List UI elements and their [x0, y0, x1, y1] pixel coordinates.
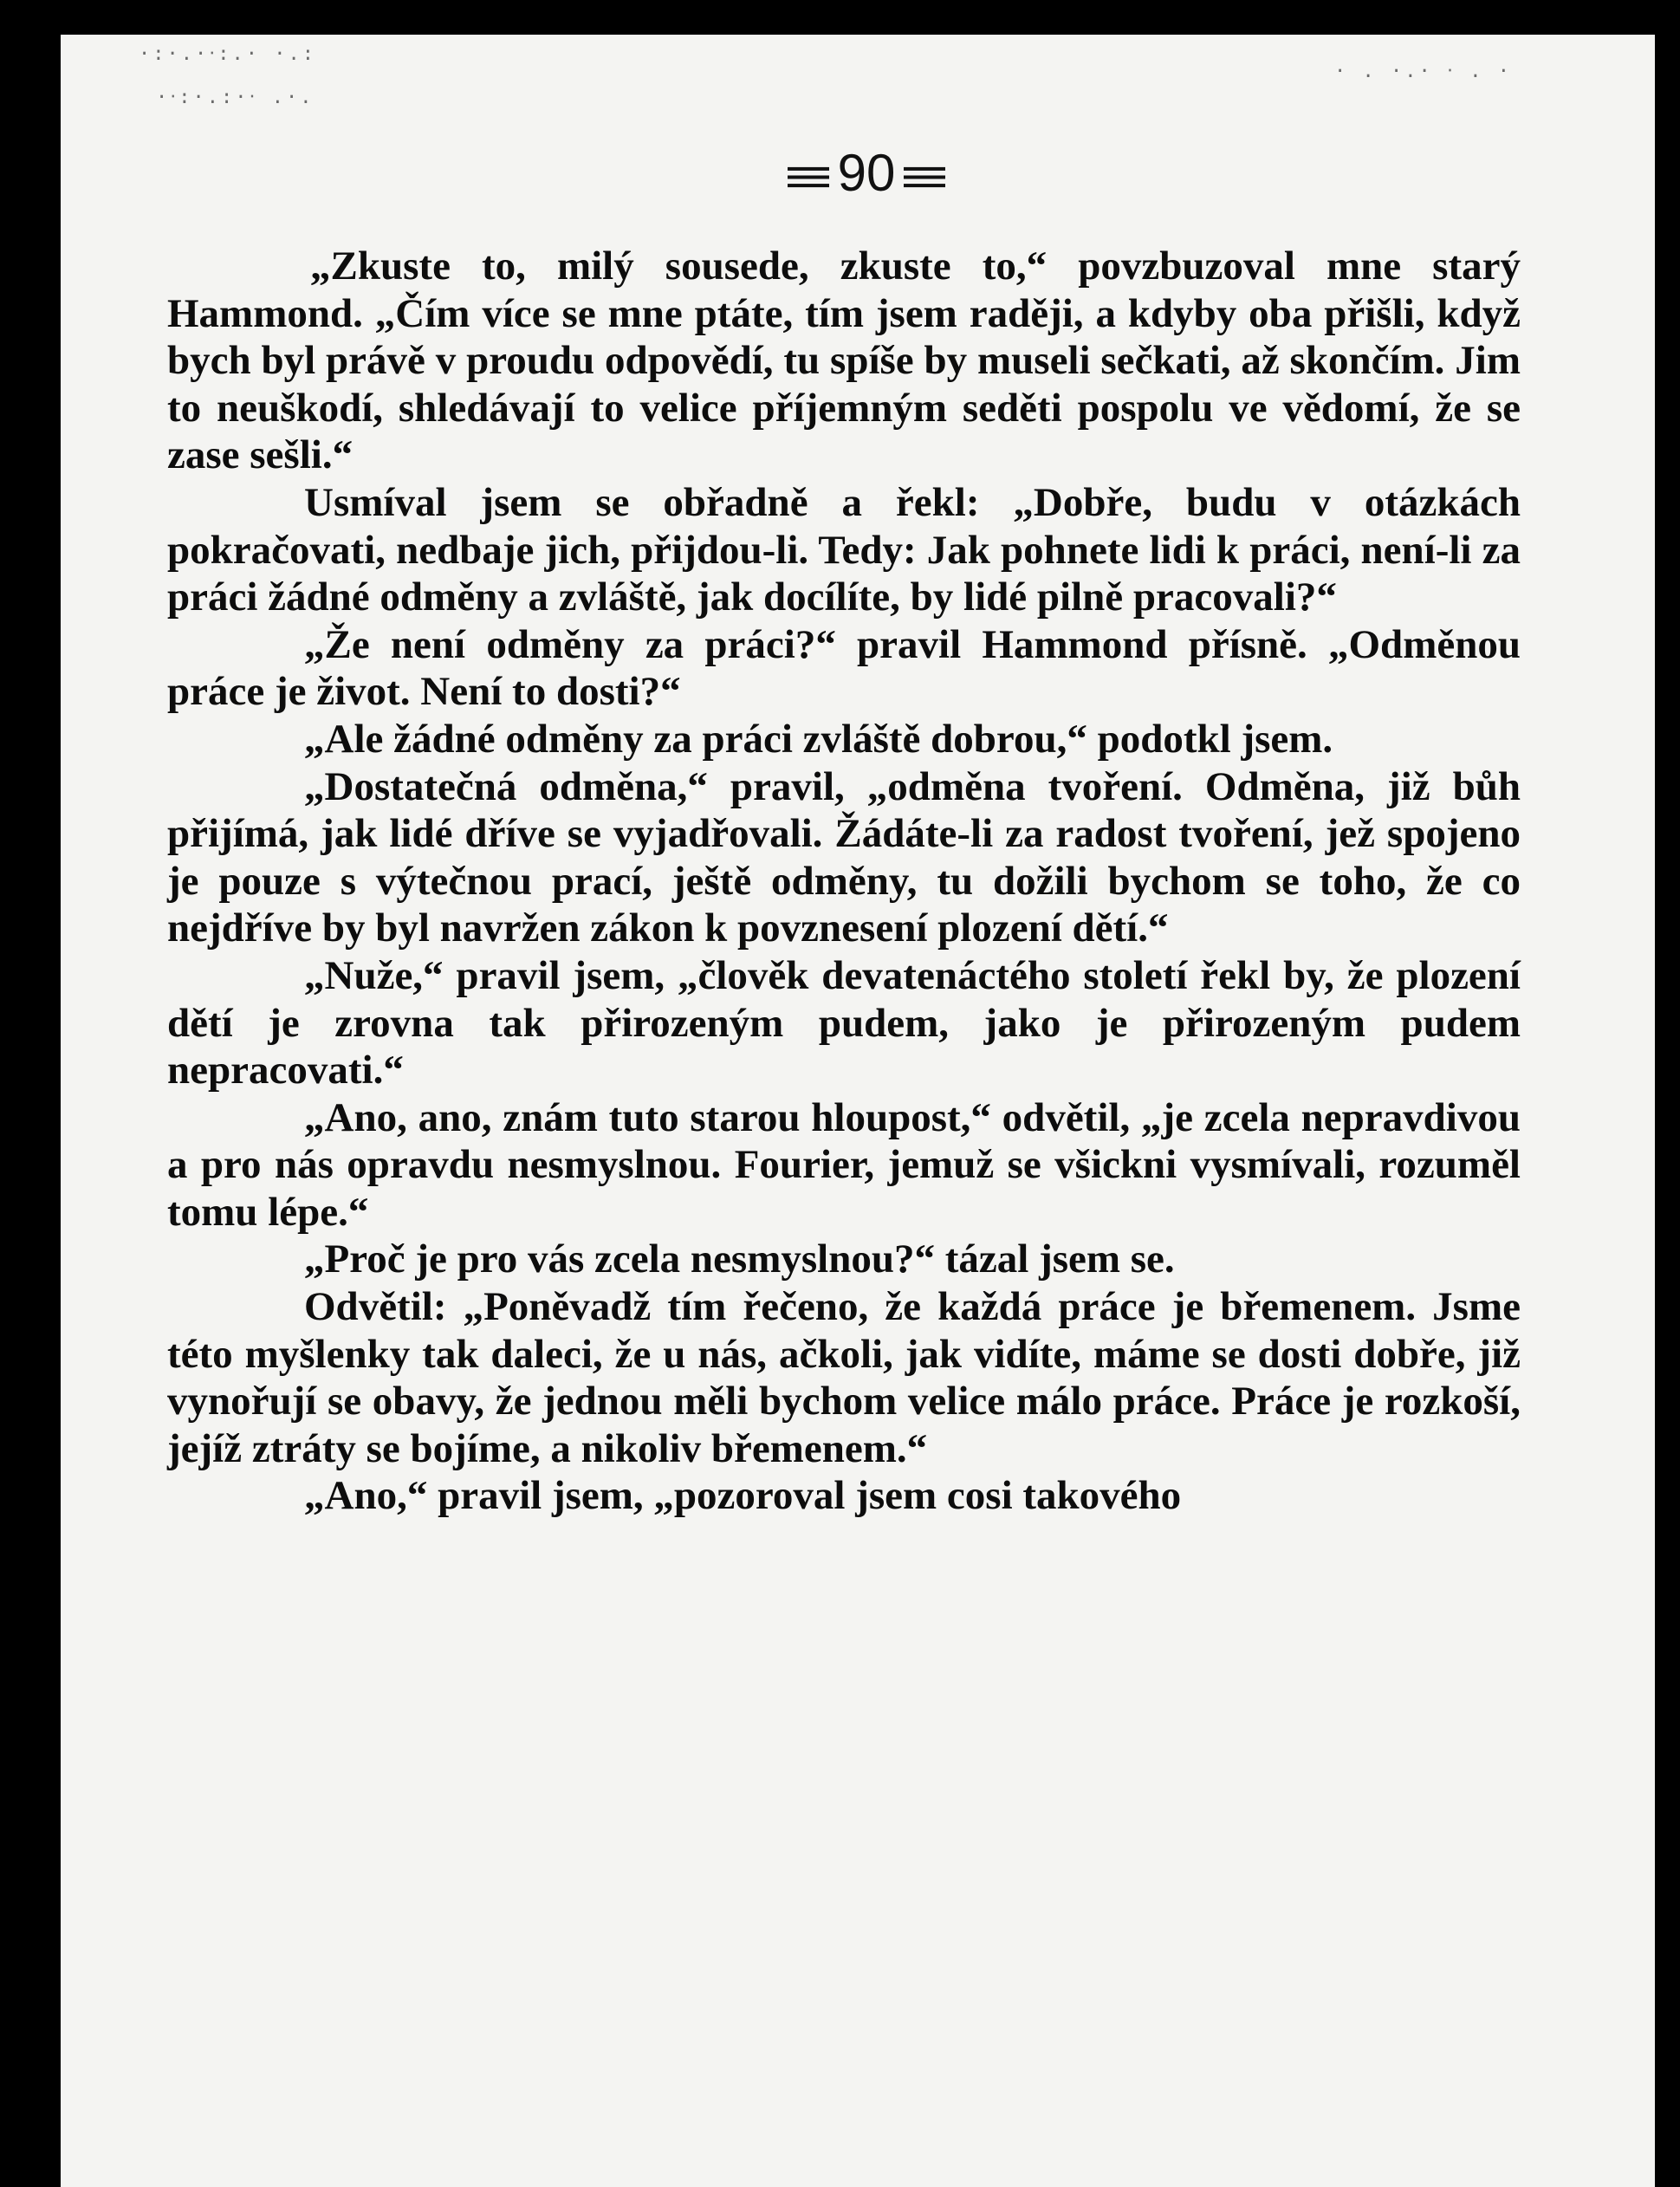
paragraph: „Proč je pro vás zcela nesmyslnou?“ tázal jsem se.: [304, 1236, 1175, 1282]
paragraph: „Ale žádné odměny za práci zvláště dobrou,“ podotkl jsem.: [304, 716, 1333, 762]
scan-border: [1661, 0, 1680, 2187]
paragraph: „Že není odměny za práci?“ pravil Hammond přísně. „Odměnou práce je život. Není to dosti?“: [167, 621, 1521, 715]
scan-speckle: ·‧:·.:·‧ .·.: [156, 87, 315, 108]
dash-ornament-left: [788, 175, 829, 178]
paragraph: „Dostatečná odměna,“ pravil, „odměna tvoření. Odměna, již bůh přijímá, jak lidé dříve se vyjadřovali. Žádáte-li za radost tvoření, jež spojeno je pouze s výtečnou prací, ještě odměny, tu dožili bychom se toho, že co nejdříve by byl navržen zákon k povznesení plození dětí.“: [167, 763, 1521, 951]
page-number-text: 90: [837, 144, 896, 202]
body-text: [167, 243, 1521, 1520]
paragraph: Usmíval jsem se obřadně a řekl: „Dobře, budu v otázkách pokračovati, nedbaje jich, přijdou-li. Tedy: Jak pohnete lidi k práci, není-li za práci žádné odměny a zvláště, jak docílíte, by lidé pilně pracovali?“: [167, 479, 1521, 620]
paragraph: Odvětil: „Poněvadž tím řečeno, že každá práce je břemenem. Jsme této myšlenky tak daleci, že u nás, ačkoli, jak vidíte, máme se dosti dobře, již vynořují se obavy, že jednou měli bychom velice málo práce. Práce je rozkoší, jejíž ztráty se bojíme, a nikoliv břemenem.“: [167, 1284, 1521, 1471]
page-number: [754, 143, 979, 203]
dash-ornament-right: [904, 175, 945, 178]
paragraph: „Ano, ano, znám tuto starou hloupost,“ odvětil, „je zcela nepravdivou a pro nás opravdu nesmyslnou. Fourier, jemuž se všickni vysmívali, rozuměl tomu lépe.“: [167, 1094, 1521, 1235]
book-page: [61, 35, 1655, 2187]
paragraph: „Nuže,“ pravil jsem, „člověk devatenáctého století řekl by, že plození dětí je zrovna tak přirozeným pudem, jako je přirozeným pudem nepracovati.“: [167, 952, 1521, 1094]
paragraph: „Ano,“ pravil jsem, „pozoroval jsem cosi takového: [304, 1473, 1182, 1519]
paragraph: „Zkuste to, milý sousede, zkuste to,“ povzbuzoval mne starý Hammond. „Čím více se mne ptáte, tím jsem raději, a kdyby oba přišli, když bych byl právě v proudu odpovědí, tu spíše by museli sečkati, až skončím. Jim to neuškodí, shledávají to velice příjemným seděti pospolu ve vědomí, že se zase sešli.“: [167, 243, 1521, 478]
scan-speckle: ·:·.·‧:.· ·.:: [139, 43, 316, 65]
scan-speckle: · . ·.· ‧ . ·: [1334, 61, 1512, 82]
